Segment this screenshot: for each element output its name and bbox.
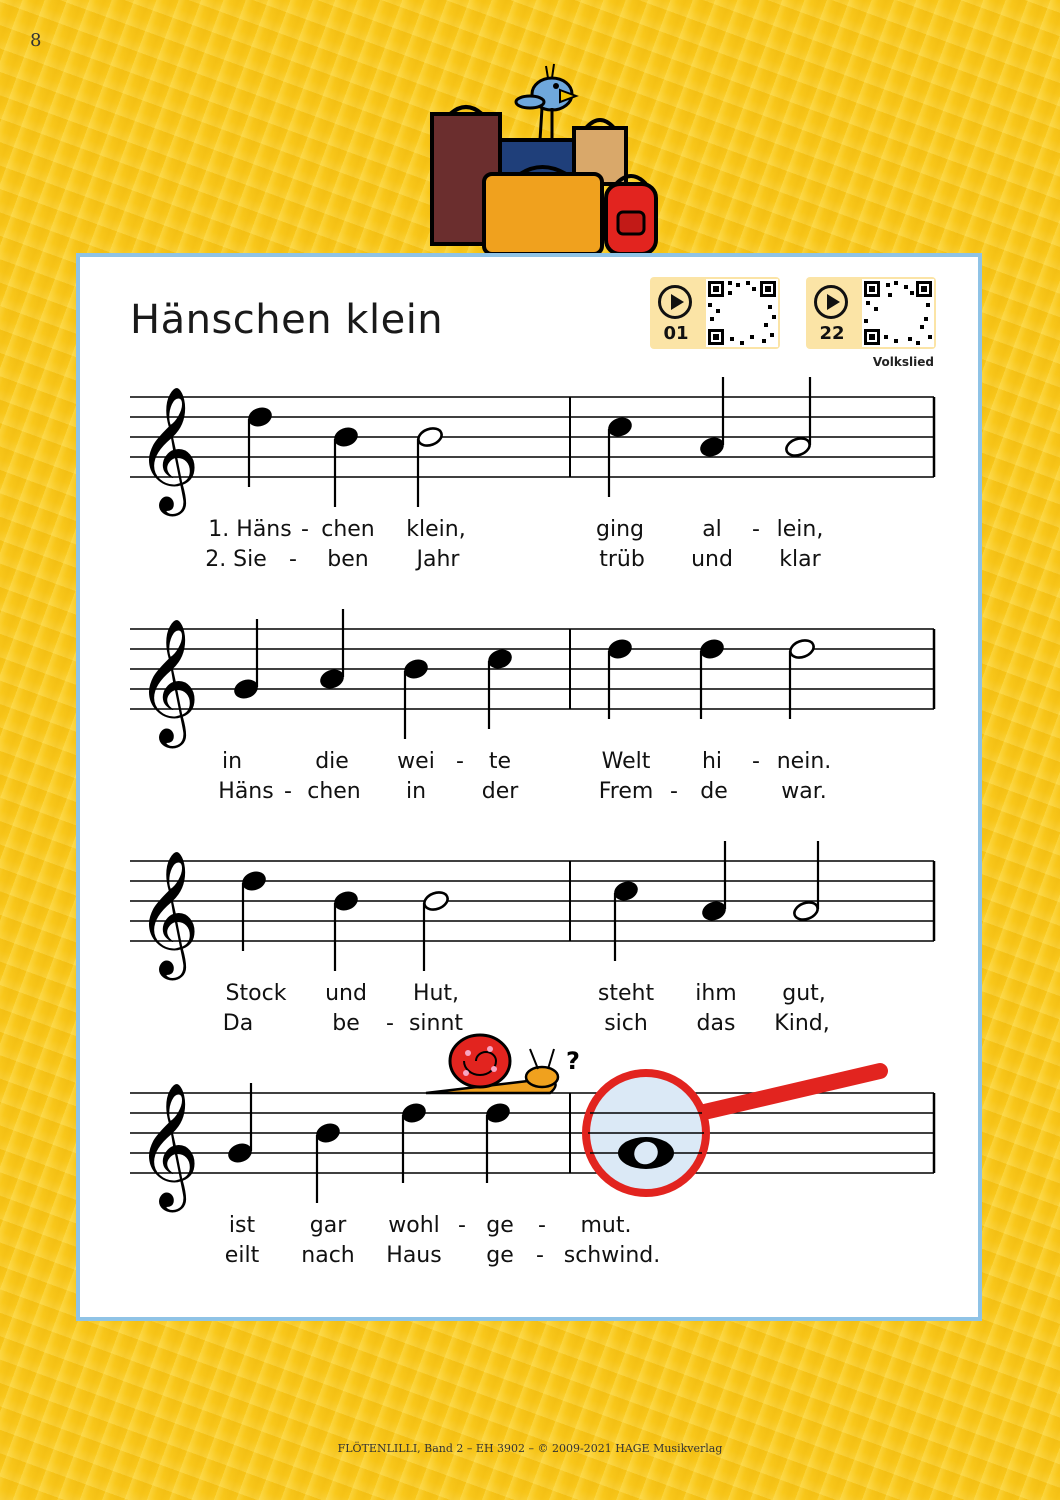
lyric-syllable: Jahr	[416, 547, 460, 572]
lyric-syllable: trüb	[599, 547, 645, 572]
lyric-syllable: lein,	[776, 517, 824, 542]
music-system-3	[80, 831, 986, 1041]
lyric-syllable: die	[315, 749, 349, 774]
lyric-syllable: -	[456, 749, 464, 774]
lyric-syllable: ist	[228, 1213, 256, 1238]
lyric-syllable: der	[481, 779, 519, 804]
treble-clef-icon: 𝄞	[136, 850, 200, 975]
lyric-syllable: nein.	[776, 749, 832, 774]
staff-4	[80, 1047, 986, 1213]
lyric-syllable: das	[696, 1011, 736, 1036]
lyric-syllable: de	[700, 779, 728, 804]
lyric-syllable: gut,	[782, 981, 826, 1006]
lyric-syllable: klar	[779, 547, 821, 572]
lyric-syllable: wohl	[388, 1213, 440, 1238]
lyric-syllable: und	[691, 547, 733, 572]
lyric-syllable: -	[284, 779, 292, 804]
sheet-music-card	[76, 253, 982, 1321]
song-title: Hänschen klein	[130, 297, 444, 343]
lyric-syllable: -	[536, 1243, 544, 1268]
staff-3	[80, 831, 986, 981]
lyric-syllable: -	[752, 749, 760, 774]
lyric-syllable: sinnt	[408, 1011, 464, 1036]
lyric-syllable: in	[405, 779, 427, 804]
luggage-illustration	[420, 44, 680, 264]
lyric-syllable: schwind.	[563, 1243, 661, 1268]
lyric-syllable: wei	[397, 749, 435, 774]
lyric-syllable: Hut,	[412, 981, 460, 1006]
lyric-syllable: -	[670, 779, 678, 804]
audio-track-1-button[interactable]	[650, 277, 780, 349]
page-number: 8	[30, 30, 42, 51]
track-number: 22	[819, 323, 845, 344]
lyric-syllable: chen	[307, 779, 361, 804]
lyric-syllable: -	[386, 1011, 394, 1036]
music-system-2	[80, 599, 986, 809]
audio-track-2-button[interactable]	[806, 277, 936, 349]
staff-2	[80, 599, 986, 749]
lyric-syllable: te	[488, 749, 512, 774]
lyric-syllable: 1. Häns	[208, 517, 292, 542]
lyric-syllable: ge	[486, 1213, 514, 1238]
lyric-syllable: -	[458, 1213, 466, 1238]
lyric-syllable: Kind,	[774, 1011, 830, 1036]
composer-label: Volkslied	[872, 355, 934, 369]
lyric-syllable: und	[325, 981, 367, 1006]
lyric-syllable: sich	[604, 1011, 648, 1036]
lyric-syllable: Da	[222, 1011, 254, 1036]
lyric-syllable: Haus	[386, 1243, 442, 1268]
qr-code-icon	[706, 279, 778, 347]
track-number: 01	[663, 323, 689, 344]
lyric-syllable: Frem	[598, 779, 654, 804]
magnifying-glass-icon	[586, 1071, 880, 1193]
music-system-1	[80, 367, 986, 577]
bird-icon	[516, 64, 576, 140]
music-system-4	[80, 1047, 986, 1273]
svg-text:?: ?	[566, 1047, 580, 1075]
lyric-syllable: al	[702, 517, 722, 542]
lyric-syllable: -	[289, 547, 297, 572]
footer-copyright: FLÖTENLILLI, Band 2 – EH 3902 – © 2009-2021 HAGE Musikverlag	[337, 1442, 723, 1455]
treble-clef-icon: 𝄞	[136, 618, 200, 743]
play-icon[interactable]	[814, 285, 848, 319]
staff-1	[80, 367, 986, 517]
lyric-syllable: in	[221, 749, 243, 774]
lyric-syllable: ging	[596, 517, 644, 542]
lyric-syllable: eilt	[224, 1243, 260, 1268]
lyric-syllable: Häns	[218, 779, 274, 804]
lyric-syllable: -	[538, 1213, 546, 1238]
lyric-syllable: 2. Sie	[205, 547, 267, 572]
lyric-syllable: nach	[301, 1243, 355, 1268]
lyric-syllable: -	[301, 517, 309, 542]
lyric-syllable: ge	[486, 1243, 514, 1268]
lyric-syllable: Welt	[601, 749, 651, 774]
lyric-syllable: ben	[327, 547, 369, 572]
qr-code-icon	[862, 279, 934, 347]
lyric-syllable: hi	[701, 749, 723, 774]
lyric-syllable: Stock	[225, 981, 287, 1006]
lyric-syllable: war.	[781, 779, 827, 804]
lyric-syllable: steht	[597, 981, 655, 1006]
lyric-syllable: mut.	[580, 1213, 632, 1238]
snail-illustration	[426, 1035, 580, 1093]
treble-clef-icon: 𝄞	[136, 1082, 200, 1207]
lyric-syllable: klein,	[406, 517, 466, 542]
lyric-syllable: -	[752, 517, 760, 542]
lyric-syllable: be	[332, 1011, 360, 1036]
lyric-syllable: ihm	[695, 981, 737, 1006]
lyric-syllable: gar	[309, 1213, 347, 1238]
lyric-syllable: chen	[321, 517, 375, 542]
play-icon[interactable]	[658, 285, 692, 319]
treble-clef-icon: 𝄞	[136, 386, 200, 511]
